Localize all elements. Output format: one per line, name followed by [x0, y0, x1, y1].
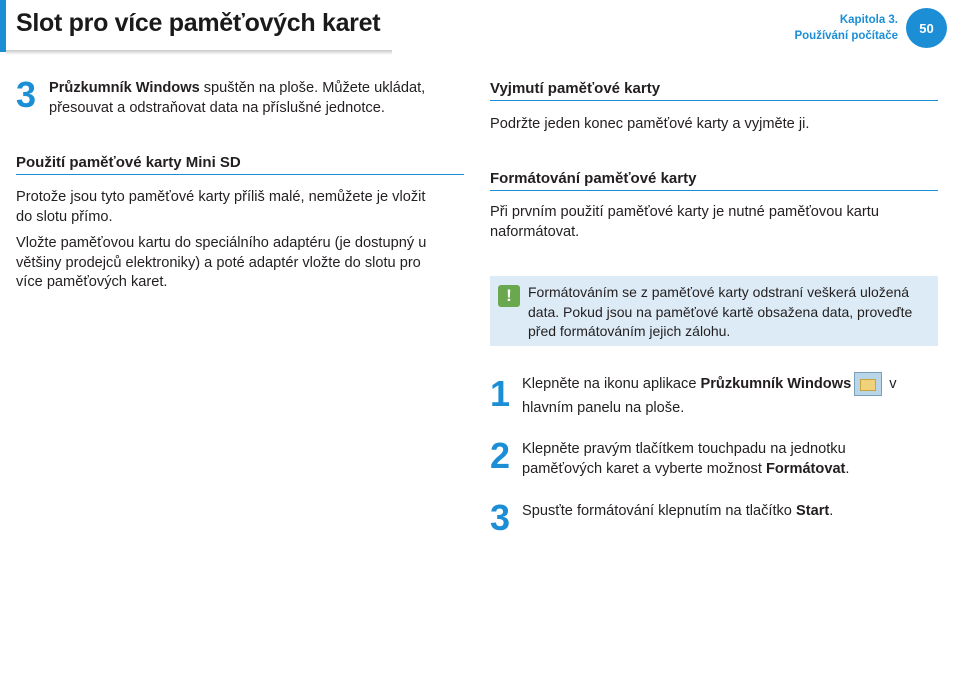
- header-rule: [6, 50, 392, 55]
- folder-icon: [860, 379, 876, 391]
- mini-sd-paragraph-1: [16, 188, 464, 227]
- step-1-text: [522, 372, 938, 420]
- step-3-right-text: [522, 502, 938, 522]
- mini-sd-p2-line1: Vložte paměťovou kartu do speciálního adaptéru (je dostupný u: [16, 235, 427, 251]
- note-line2: data. Pokud jsou na paměťové kartě obsažena data, proveďte: [528, 303, 913, 320]
- format-card-heading: Formátování paměťové karty: [490, 170, 938, 191]
- step-number-3-right: 3: [490, 497, 511, 538]
- step-2-line2: paměťových karet a vyberte možnost: [522, 460, 766, 477]
- warning-note-text: [528, 283, 932, 342]
- page-number-badge: 50: [906, 8, 947, 48]
- mini-sd-p2-line3: více paměťových karet.: [16, 274, 168, 290]
- step-3-left-line2: přesouvat a odstraňovat data na příslušné jednotce.: [49, 99, 385, 116]
- step-2-end: .: [845, 460, 850, 477]
- step-3-right-main: Spusťte formátování klepnutím na tlačítko: [522, 503, 796, 519]
- format-p-line2: naformátovat.: [490, 223, 580, 240]
- step-number-1: 1: [490, 373, 511, 414]
- mini-sd-paragraph-2: [16, 234, 464, 293]
- step-1-text-a: Klepněte na ikonu aplikace: [522, 376, 701, 392]
- format-p-line1: Při prvním použití paměťové karty je nutné paměťovou kartu: [490, 204, 879, 220]
- note-line3: před formátováním jejich zálohu.: [528, 323, 731, 339]
- step-1-bold: Průzkumník Windows: [700, 376, 852, 392]
- step-1-text-c: hlavním panelu na ploše.: [522, 400, 685, 417]
- mini-sd-p1-line1: Protože jsou tyto paměťové karty příliš malé, nemůžete je vložit: [16, 189, 426, 205]
- step-3-left-line1: spuštěn na ploše. Můžete ukládat,: [199, 80, 426, 96]
- warning-icon: !: [498, 285, 520, 307]
- file-explorer-icon: [854, 372, 882, 396]
- step-number-3-left: 3: [16, 74, 37, 115]
- mini-sd-p1-line2: do slotu přímo.: [16, 208, 113, 225]
- step-1-text-b: v: [885, 376, 897, 392]
- chapter-label: [794, 12, 898, 44]
- header-accent-bar: [0, 0, 6, 52]
- page-title: Slot pro více paměťových karet: [16, 9, 381, 37]
- remove-card-text: Podržte jeden konec paměťové karty a vyjměte ji.: [490, 116, 810, 132]
- chapter-subtitle: Používání počítače: [794, 30, 898, 42]
- step-2-text: [522, 440, 938, 479]
- step-number-2: 2: [490, 435, 511, 476]
- warning-note: [490, 276, 938, 346]
- mini-sd-heading: Použití paměťové karty Mini SD: [16, 154, 464, 175]
- explorer-bold: Průzkumník Windows: [49, 80, 200, 96]
- start-bold: Start: [795, 503, 830, 519]
- format-option-bold: Formátovat: [765, 460, 846, 477]
- format-card-paragraph: [490, 203, 938, 242]
- note-line1: Formátováním se z paměťové karty odstraní veškerá uložená: [528, 284, 910, 300]
- step-3-right-end: .: [829, 503, 834, 519]
- step-3-left-text: [49, 79, 469, 118]
- remove-card-heading: Vyjmutí paměťové karty: [490, 80, 938, 101]
- mini-sd-p2-line2: většiny prodejců elektroniky) a poté adaptér vložte do slotu pro: [16, 254, 421, 271]
- chapter-number: Kapitola 3.: [839, 14, 898, 26]
- step-2-line1: Klepněte pravým tlačítkem touchpadu na jednotku: [522, 441, 846, 457]
